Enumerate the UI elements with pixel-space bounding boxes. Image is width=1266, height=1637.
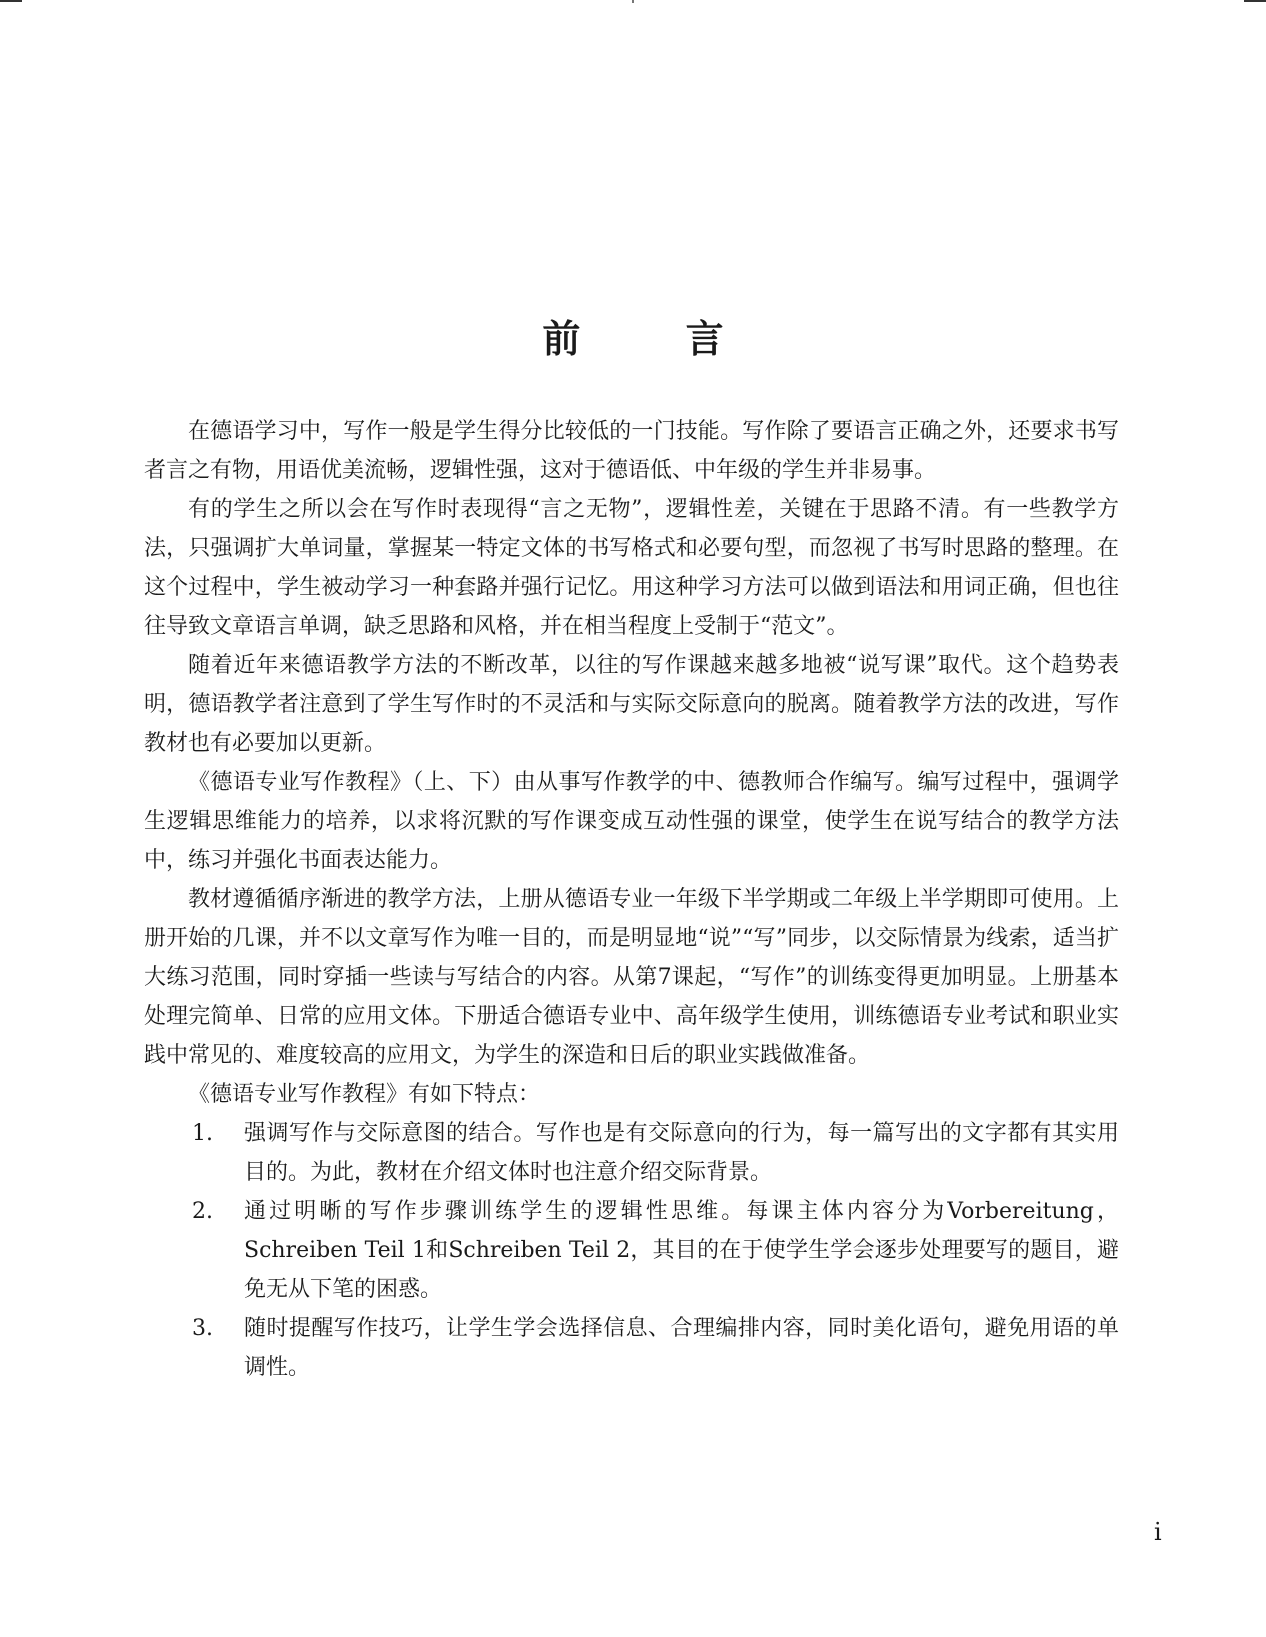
page-number: i xyxy=(1154,1518,1162,1546)
list-item xyxy=(144,1192,1119,1309)
list-item-number: 1. xyxy=(192,1121,213,1146)
paragraph: 《德语专业写作教程》（上、下）由从事写作教学的中、德教师合作编写。编写过程中，强调学生逻辑思维能力的培养，以求将沉默的写作课变成互动性强的课堂，使学生在说写结合的教学方法中，练习并强化书面表达能力。 xyxy=(144,770,1119,873)
paragraph: 《德语专业写作教程》有如下特点： xyxy=(188,1082,541,1107)
list-item-number: 2. xyxy=(192,1199,213,1224)
crop-mark-left xyxy=(0,0,22,2)
paragraph: 在德语学习中，写作一般是学生得分比较低的一门技能。写作除了要语言正确之外，还要求书写者言之有物，用语优美流畅，逻辑性强，这对于德语低、中年级的学生并非易事。 xyxy=(144,419,1119,483)
list-item xyxy=(144,1114,1119,1192)
preface-body xyxy=(144,412,1119,1387)
feature-list xyxy=(144,1114,1119,1387)
list-item-text: 通过明晰的写作步骤训练学生的逻辑性思维。每课主体内容分为Vorbereitung，Schreiben Teil 1和Schreiben Teil 2，其目的在于使学生学会逐步处理要写的题目，避免无从下笔的困惑。 xyxy=(244,1199,1119,1302)
list-item xyxy=(144,1309,1119,1387)
page-title: 前 言 xyxy=(542,317,770,362)
crop-mark-center xyxy=(632,0,634,3)
list-item-text: 随时提醒写作技巧，让学生学会选择信息、合理编排内容，同时美化语句，避免用语的单调性。 xyxy=(244,1316,1119,1380)
paragraph: 教材遵循循序渐进的教学方法，上册从德语专业一年级下半学期或二年级上半学期即可使用。上册开始的几课，并不以文章写作为唯一目的，而是明显地“说”“写”同步，以交际情景为线索，适当扩大练习范围，同时穿插一些读与写结合的内容。从第7课起，“写作”的训练变得更加明显。上册基本处理完简单、日常的应用文体。下册适合德语专业中、高年级学生使用，训练德语专业考试和职业实践中常见的、难度较高的应用文，为学生的深造和日后的职业实践做准备。 xyxy=(144,887,1119,1068)
crop-mark-right xyxy=(1244,0,1266,2)
paragraph: 随着近年来德语教学方法的不断改革，以往的写作课越来越多地被“说写课”取代。这个趋势表明，德语教学者注意到了学生写作时的不灵活和与实际交际意向的脱离。随着教学方法的改进，写作教材也有必要加以更新。 xyxy=(144,653,1119,756)
list-item-number: 3. xyxy=(192,1316,213,1341)
paragraph: 有的学生之所以会在写作时表现得“言之无物”，逻辑性差，关键在于思路不清。有一些教学方法，只强调扩大单词量，掌握某一特定文体的书写格式和必要句型，而忽视了书写时思路的整理。在这个过程中，学生被动学习一种套路并强行记忆。用这种学习方法可以做到语法和用词正确，但也往往导致文章语言单调，缺乏思路和风格，并在相当程度上受制于“范文”。 xyxy=(144,497,1119,639)
list-item-text: 强调写作与交际意图的结合。写作也是有交际意向的行为，每一篇写出的文字都有其实用目的。为此，教材在介绍文体时也注意介绍交际背景。 xyxy=(244,1121,1119,1185)
